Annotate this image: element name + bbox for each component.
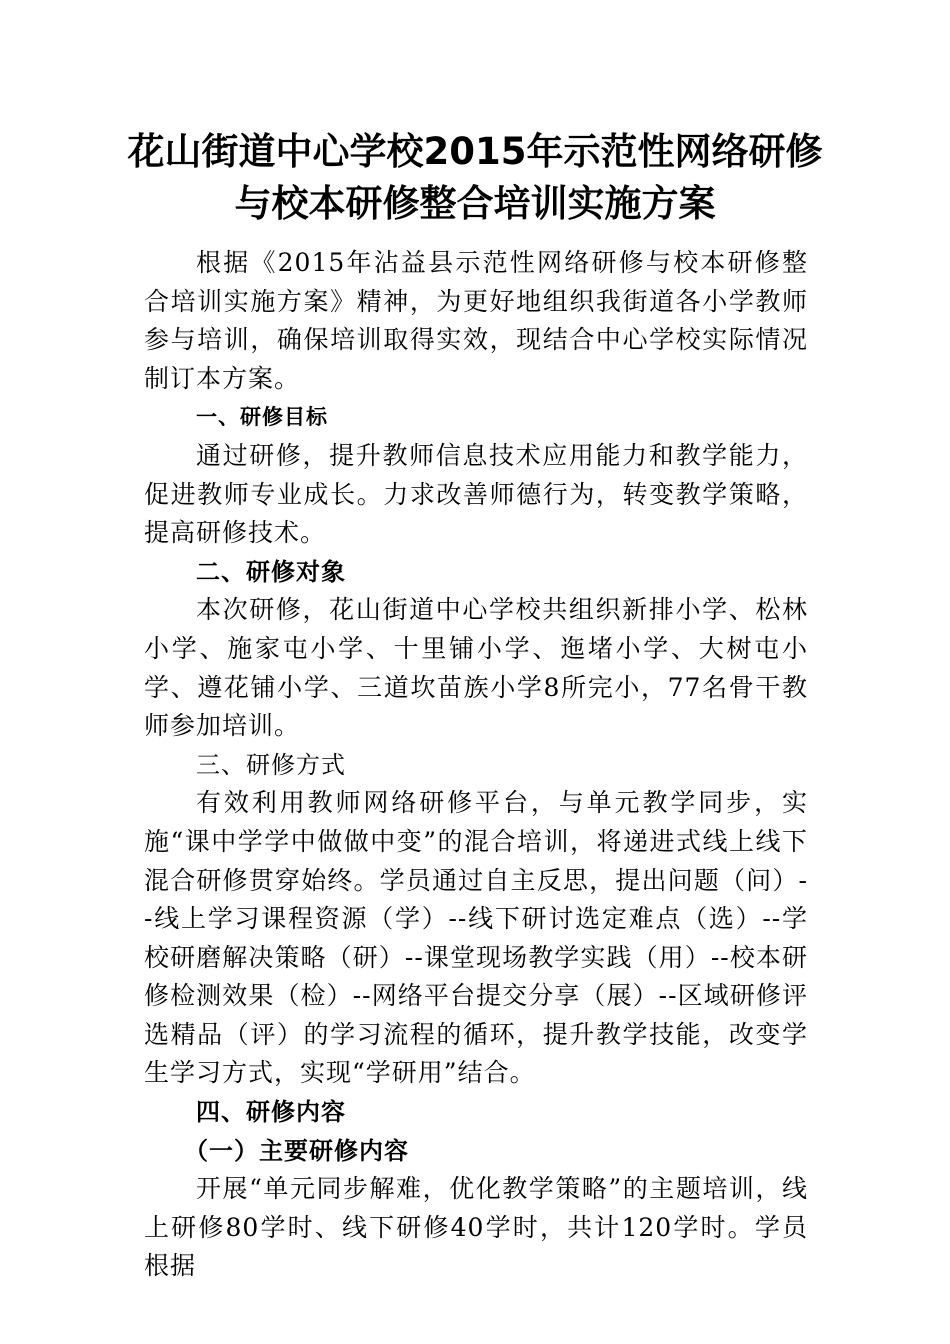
document-title-line-2: 与校本研修整合培训实施方案 xyxy=(234,182,716,225)
method-paragraph: 有效利用教师网络研修平台，与单元教学同步，实施“课中学学中做做中变”的混合培训，将递进式线上线下混合研修贯穿始终。学员通过自主反思，提出问题（问）--线上学习课程资源（学）--线下研讨选定难点（选）--学校研磨解决策略（研）--课堂现场教学实践（用）--校本研修检测效果（检）--网络平台提交分享（展）--区域研修评选精品（评）的学习流程的循环，提升教学技能，改变学生学习方式，实现“学研用”结合。 xyxy=(144,788,808,1088)
section-heading-participants: 二、研修对象 xyxy=(196,557,346,586)
document-title-line-1: 花山街道中心学校2015年示范性网络研修 xyxy=(127,130,823,173)
goals-paragraph: 通过研修，提升教师信息技术应用能力和教学能力，促进教师专业成长。力求改善师德行为，转变教学策略，提高研修技术。 xyxy=(144,440,808,548)
section-heading-goals: 一、研修目标 xyxy=(196,405,328,430)
participants-paragraph: 本次研修，花山街道中心学校共组织新排小学、松林小学、施家屯小学、十里铺小学、迤堵小学、大树屯小学、遵花铺小学、三道坎苗族小学8所完小，77名骨干教师参加培训。 xyxy=(144,595,808,741)
intro-paragraph: 根据《2015年沾益县示范性网络研修与校本研修整合培训实施方案》精神，为更好地组织我街道各小学教师参与培训，确保培训取得实效，现结合中心学校实际情况制订本方案。 xyxy=(144,248,808,393)
content-paragraph: 开展“单元同步解难，优化教学策略”的主题培训，线上研修80学时、线下研修40学时，共计120学时。学员根据 xyxy=(144,1174,808,1281)
section-heading-method: 三、研修方式 xyxy=(196,750,346,779)
document-body xyxy=(144,244,808,1286)
section-heading-content: 四、研修内容 xyxy=(196,1098,346,1127)
subsection-heading-main-content: （一）主要研修内容 xyxy=(184,1136,409,1165)
